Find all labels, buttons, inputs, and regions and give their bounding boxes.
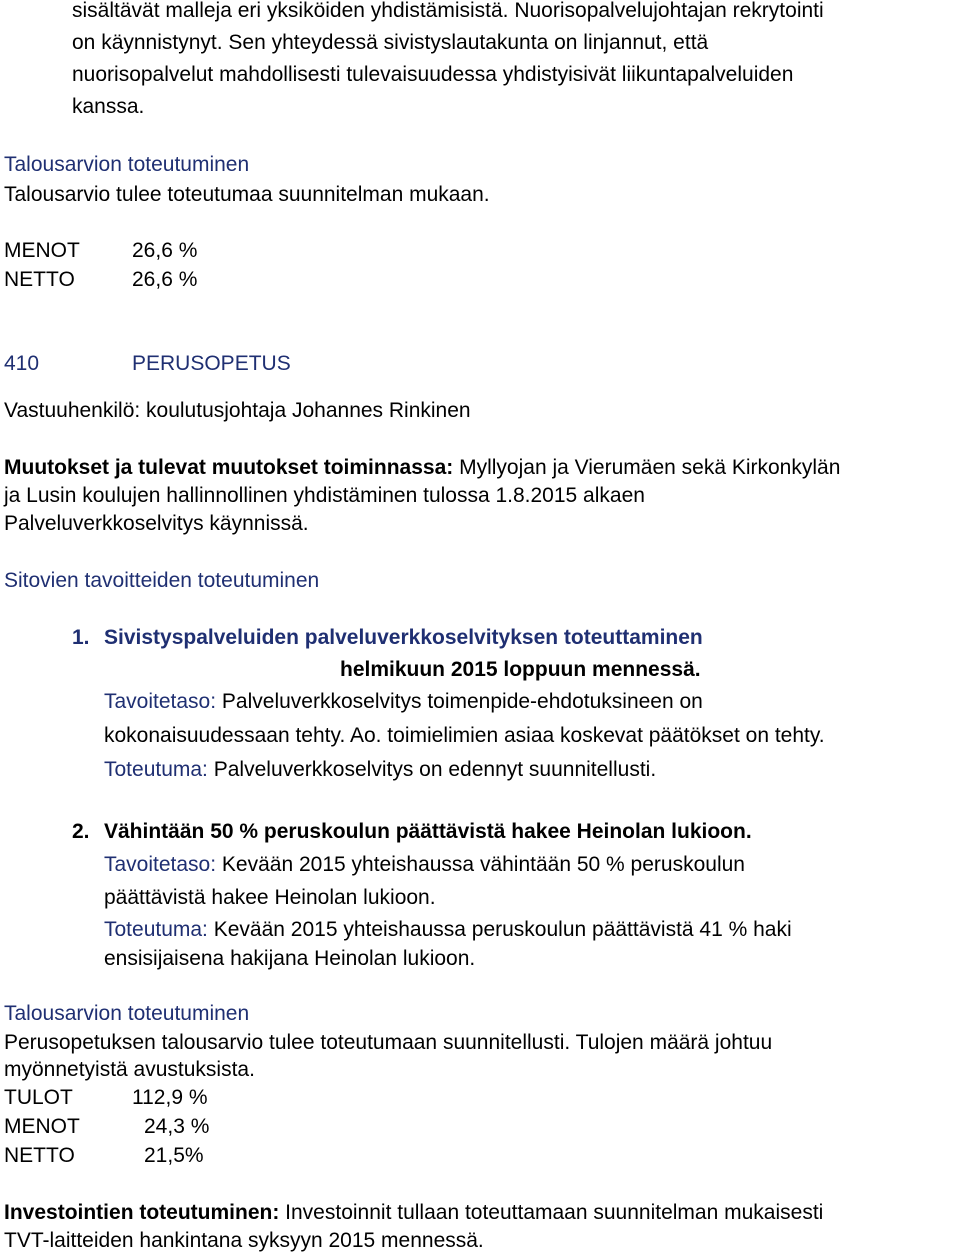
unit-name: PERUSOPETUS [132, 352, 291, 375]
investments-text-1: Investoinnit tullaan toteuttamaan suunnitelman mukaisesti [285, 1201, 824, 1224]
investments-line-2: TVT-laitteiden hankintana syksyyn 2015 mennessä. [4, 1229, 484, 1252]
goal-2-result-line-2: ensisijaisena hakijana Heinolan lukioon. [104, 947, 476, 970]
figure-label-menot-2: MENOT [4, 1115, 80, 1138]
goal-1-number: 1. [72, 626, 90, 649]
goal-2-result-text-1: Kevään 2015 yhteishaussa peruskoulun päättävistä 41 % haki [213, 918, 792, 941]
goal-1-title-line-1: Sivistyspalveluiden palveluverkkoselvityksen toteuttaminen [104, 626, 703, 649]
unit-code: 410 [4, 352, 40, 375]
changes-line-3: Palveluverkkoselvitys käynnissä. [4, 512, 309, 535]
figure-value-menot-2: 24,3 % [144, 1115, 210, 1138]
goal-2-result-line-1 [104, 915, 792, 944]
intro-line-3: nuorisopalvelut mahdollisesti tulevaisuudessa yhdistyisivät liikuntapalveluiden [72, 63, 794, 86]
goal-2-result-label: Toteutuma: [104, 918, 208, 941]
figure-value-tulot: 112,9 % [132, 1086, 208, 1109]
budget-text-2-line-1: Perusopetuksen talousarvio tulee toteutumaan suunnitellusti. Tulojen määrä johtuu [4, 1031, 773, 1054]
goal-2-target-text-1: Kevään 2015 yhteishaussa vähintään 50 % peruskoulun [221, 853, 745, 876]
goals-heading: Sitovien tavoitteiden toteutuminen [4, 569, 320, 592]
goal-2-target-line-2: päättävistä hakee Heinolan lukioon. [104, 886, 436, 909]
changes-line-2: ja Lusin koulujen hallinnollinen yhdistäminen tulossa 1.8.2015 alkaen [4, 484, 645, 507]
figure-value-netto-1: 26,6 % [132, 268, 198, 291]
goal-2-number: 2. [72, 820, 90, 843]
goal-1-target-line-1 [104, 687, 703, 716]
figure-label-netto-2: NETTO [4, 1144, 75, 1167]
goal-2-target-label: Tavoitetaso: [104, 853, 217, 876]
goal-1-result-text-1: Palveluverkkoselvitys on edennyt suunnitellusti. [213, 758, 657, 781]
investments-label: Investointien toteutuminen: [4, 1201, 280, 1224]
budget-heading-2: Talousarvion toteutuminen [4, 1002, 250, 1025]
figure-value-menot-1: 26,6 % [132, 239, 198, 262]
figure-label-netto-1: NETTO [4, 268, 75, 291]
responsible-person: Vastuuhenkilö: koulutusjohtaja Johannes Rinkinen [4, 399, 471, 422]
changes-line-1 [4, 453, 840, 482]
budget-text-1: Talousarvio tulee toteutumaa suunnitelman mukaan. [4, 183, 490, 206]
intro-line-4: kanssa. [72, 95, 145, 118]
budget-text-2-line-2: myönnetyistä avustuksista. [4, 1058, 255, 1081]
goal-1-target-label: Tavoitetaso: [104, 690, 217, 713]
goal-1-target-line-2: kokonaisuudessaan tehty. Ao. toimielimien asiaa koskevat päätökset on tehty. [104, 724, 825, 747]
investments-line-1 [4, 1198, 823, 1227]
changes-text-1: Myllyojan ja Vierumäen sekä Kirkonkylän [459, 456, 841, 479]
goal-1-result-line-1 [104, 755, 656, 784]
intro-line-2: on käynnistynyt. Sen yhteydessä sivistyslautakunta on linjannut, että [72, 31, 709, 54]
figure-value-netto-2: 21,5% [144, 1144, 204, 1167]
figure-label-menot-1: MENOT [4, 239, 80, 262]
intro-line-1: sisältävät malleja eri yksiköiden yhdistämisistä. Nuorisopalvelujohtajan rekrytointi [72, 0, 824, 22]
figure-label-tulot: TULOT [4, 1086, 73, 1109]
goal-1-result-label: Toteutuma: [104, 758, 208, 781]
goal-1-title-line-2: helmikuun 2015 loppuun mennessä. [340, 658, 701, 681]
goal-2-target-line-1 [104, 850, 745, 879]
goal-1-target-text-1: Palveluverkkoselvitys toimenpide-ehdotuksineen on [221, 690, 703, 713]
goal-2-title-line-1: Vähintään 50 % peruskoulun päättävistä hakee Heinolan lukioon. [104, 820, 752, 843]
budget-heading-1: Talousarvion toteutuminen [4, 153, 250, 176]
changes-label: Muutokset ja tulevat muutokset toiminnassa: [4, 456, 454, 479]
